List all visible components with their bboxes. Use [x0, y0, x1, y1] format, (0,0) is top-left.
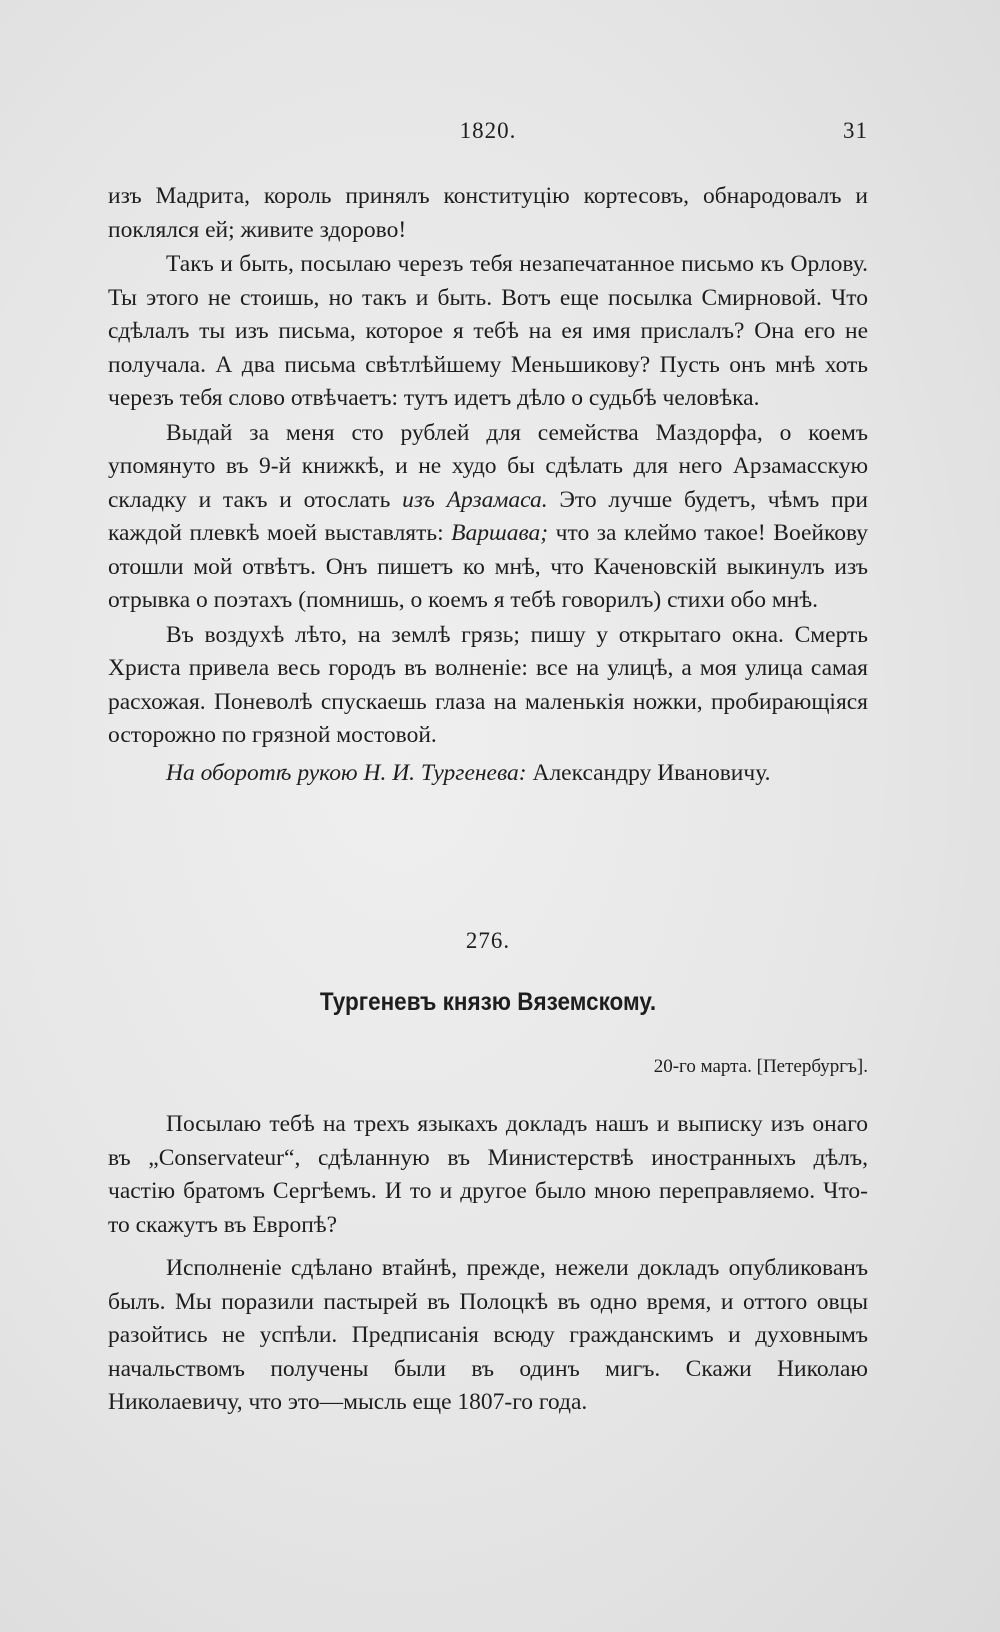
paragraph	[108, 417, 868, 618]
letter-date: 20-го марта. [Петербургъ].	[653, 1056, 868, 1077]
letter-body	[108, 1108, 868, 1420]
text-run: что за клеймо такое! Воейкову отошли мой отвѣтъ. Онъ пишетъ ко мнѣ, что Каченовскій выкинулъ изъ отрывка о поэтахъ (помнишь, о коемъ я тебѣ говорилъ) стихи обо мнѣ.	[108, 520, 869, 613]
paragraph: Посылаю тебѣ на трехъ языкахъ докладъ нашъ и выписку изъ онаго въ „Conservateur“, сдѣланную въ Министерствѣ иностранныхъ дѣлъ, частію братомъ Сергѣемъ. И то и другое было мною переправляемо. Что-то скажутъ въ Европѣ?	[108, 1111, 868, 1238]
paragraph: Исполненіе сдѣлано втайнѣ, прежде, нежели докладъ опубликованъ былъ. Мы поразили пастырей въ Полоцкѣ въ одно время, и оттого овцы разойтись не успѣли. Предписанія всюду гражданскимъ и духовнымъ начальствомъ получены были въ одинъ мигъ. Скажи Николаю Николаевичу, что это—мысль еще 1807-го года.	[108, 1255, 868, 1415]
letter-title: Тургеневъ князю Вяземскому.	[319, 988, 657, 1016]
running-header	[108, 118, 868, 152]
paragraph: Такъ и быть, посылаю черезъ тебя незапечатанное письмо къ Орлову. Ты этого не стоишь, но такъ и быть. Вотъ еще посылка Смирновой. Что сдѣлалъ ты изъ письма, которое я тебѣ на ея имя прислалъ? Она его не получала. А два письма свѣтлѣйшему Меньшикову? Пусть онъ мнѣ хоть черезъ тебя слово отвѣчаетъ: тутъ идетъ дѣло о судьбѣ человѣка.	[108, 251, 868, 411]
text-run: Выдай за меня сто рублей для семейства Маздорфа, о коемъ упомянуто въ 9-й книжкѣ, и не худо бы сдѣлать для него Арзамасскую складку и такъ и отослать	[108, 419, 868, 513]
paragraph: Въ воздухѣ лѣто, на землѣ грязь; пишу у открытаго окна. Смерть Христа привела весь городъ въ волненіе: все на улицѣ, а моя улица самая расхожая. Поневолѣ спускаешь глаза на маленькія ножки, пробирающіяся осторожно по грязной мостовой.	[108, 621, 868, 748]
letter-continuation	[108, 180, 868, 790]
page-number: 31	[843, 118, 868, 143]
overleaf-addressee: Александру Ивановичу.	[532, 759, 771, 786]
overleaf-italic: На оборотѣ рукою Н. И. Тургенева:	[166, 759, 527, 786]
overleaf-note	[108, 757, 868, 791]
italic-run: изъ Арзамаса.	[402, 486, 548, 513]
letter-number: 276.	[465, 928, 511, 953]
text-run: Это лучше будетъ, чѣмъ при каждой плевкѣ моей выставлять:	[108, 486, 869, 546]
paragraph: изъ Мадрита, король принялъ конституцію кортесовъ, обнародовалъ и поклялся ей; живите здорово!	[108, 183, 868, 243]
italic-run: Варшава;	[451, 520, 549, 546]
header-year: 1820.	[459, 118, 517, 143]
